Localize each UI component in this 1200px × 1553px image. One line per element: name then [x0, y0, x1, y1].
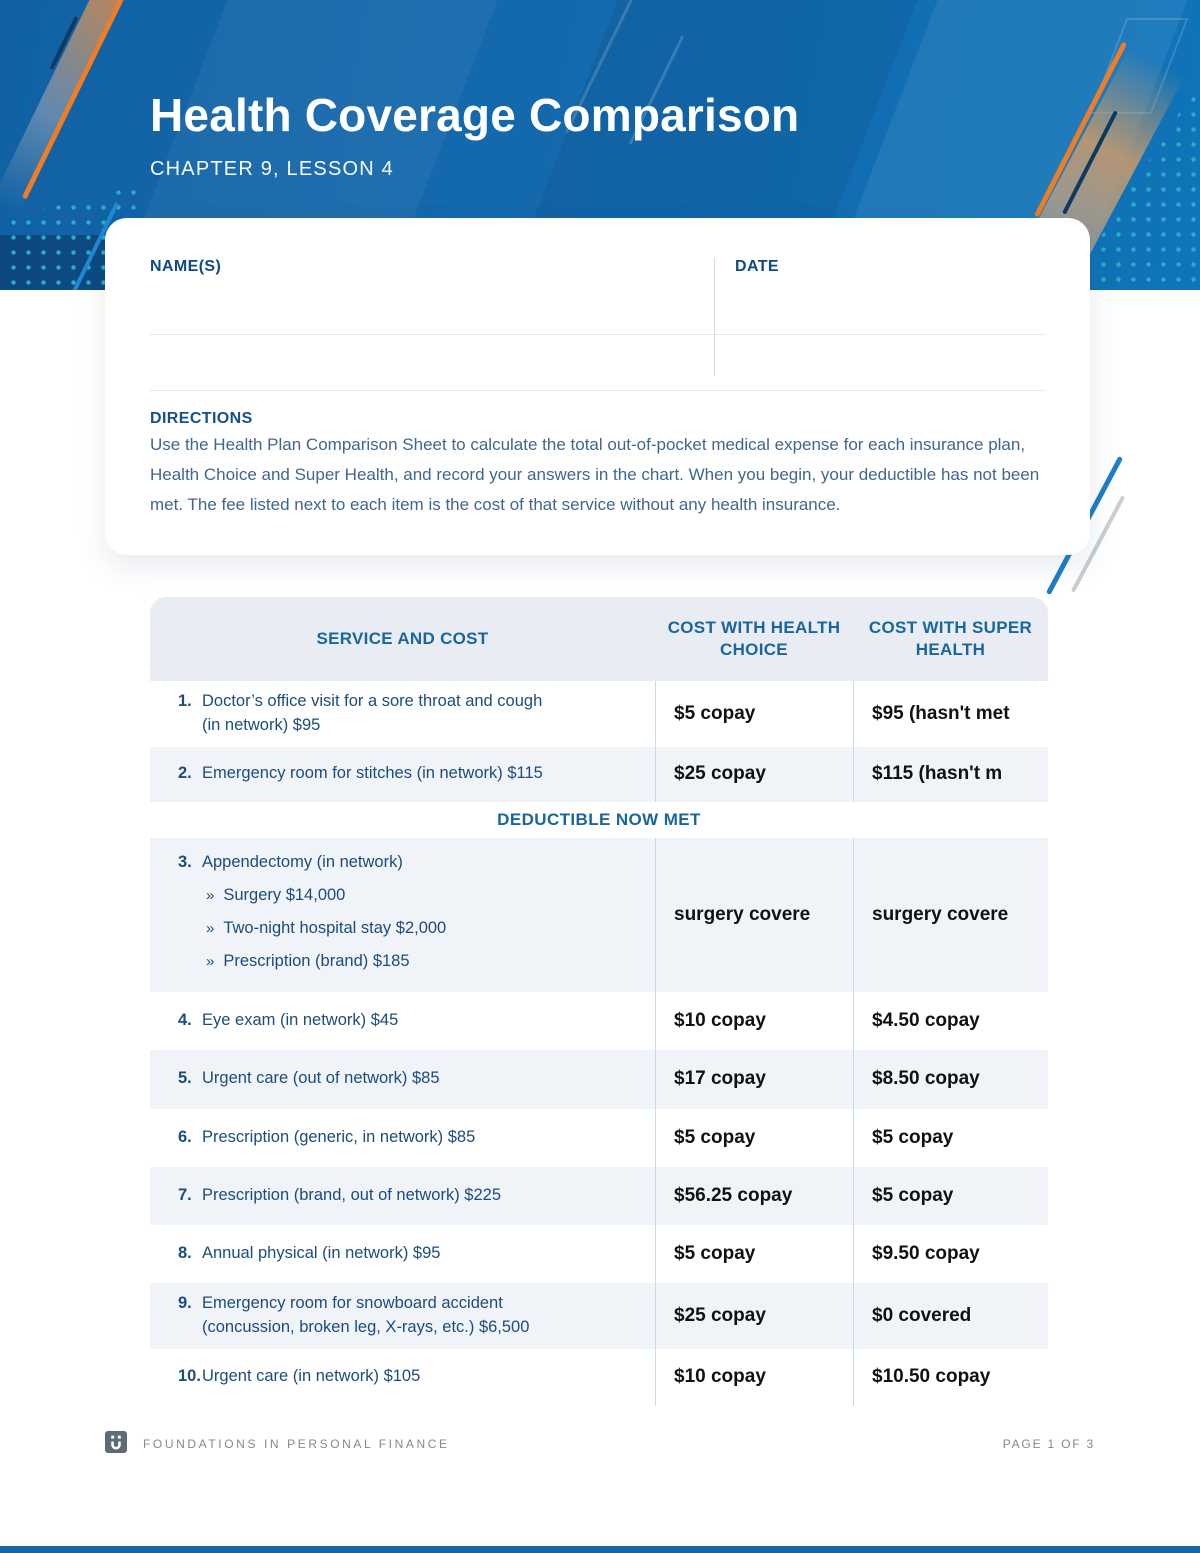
item-number: 5. [178, 1069, 192, 1088]
ramsey-education-logo-icon [105, 1431, 127, 1458]
name-date-divider [714, 258, 715, 376]
super-health-answer-field[interactable]: $5 copay [853, 1167, 1048, 1225]
service-sub-item: » Surgery $14,000 [206, 886, 346, 905]
item-number: 1. [178, 692, 192, 710]
service-sub-item: » Two-night hospital stay $2,000 [206, 919, 447, 938]
service-cell [150, 838, 655, 992]
health-choice-answer-field[interactable]: $10 copay [655, 992, 853, 1050]
service-cell [150, 1349, 655, 1406]
chevron-bullet-icon: » [206, 953, 215, 971]
next-page-edge [0, 1546, 1200, 1553]
footer-page-number: PAGE 1 OF 3 [1002, 1437, 1095, 1451]
service-description: Emergency room for snowboard accident (concussion, broken leg, X-rays, etc.) $6,500 [202, 1293, 530, 1336]
chevron-bullet-icon: » [206, 887, 215, 905]
health-choice-answer-field[interactable]: $25 copay [655, 1283, 853, 1349]
health-choice-answer-field[interactable]: $25 copay [655, 747, 853, 802]
service-description: Emergency room for stitches (in network) $115 [202, 764, 543, 783]
super-health-answer-field[interactable]: $115 (hasn't m [853, 747, 1048, 802]
health-choice-answer-field[interactable]: $10 copay [655, 1349, 853, 1406]
table-row [150, 1167, 1048, 1225]
item-number: 8. [178, 1243, 192, 1262]
table-row [150, 1050, 1048, 1109]
footer-brand-text: FOUNDATIONS IN PERSONAL FINANCE [143, 1437, 450, 1451]
directions-text: Use the Health Plan Comparison Sheet to calculate the total out-of-pocket medical expense for each insurance plan, Health Choice and Super Health, and record your answers in the chart. When you begin, your deductible has not been met. The fee listed next to each item is the cost of that service without any health insurance. [150, 435, 1040, 514]
super-health-answer-field[interactable]: $8.50 copay [853, 1050, 1048, 1109]
service-cell [150, 681, 655, 747]
service-cell [150, 1167, 655, 1225]
deductible-banner: DEDUCTIBLE NOW MET [150, 802, 1048, 838]
table-row [150, 1109, 1048, 1167]
table-row [150, 1349, 1048, 1406]
super-health-answer-field[interactable]: $10.50 copay [853, 1349, 1048, 1406]
service-sub-items [206, 879, 446, 978]
table-row [150, 838, 1048, 992]
service-cell [150, 1283, 655, 1349]
table-row [150, 681, 1048, 747]
name-date-card [105, 218, 1090, 555]
table-header-row [150, 597, 1048, 681]
directions-label: DIRECTIONS [150, 410, 253, 427]
table-row [150, 1225, 1048, 1283]
item-number: 3. [178, 853, 192, 872]
service-description: Urgent care (in network) $105 [202, 1367, 421, 1386]
page-footer [105, 1430, 1095, 1458]
table-row [150, 1283, 1048, 1349]
service-cell [150, 992, 655, 1050]
table-row [150, 992, 1048, 1050]
service-description: Eye exam (in network) $45 [202, 1010, 399, 1029]
page-subtitle: CHAPTER 9, LESSON 4 [150, 158, 394, 180]
health-choice-answer-field[interactable]: $5 copay [655, 1109, 853, 1167]
item-number: 7. [178, 1185, 192, 1204]
super-health-answer-field[interactable]: surgery covere [853, 838, 1048, 992]
date-label: DATE [735, 258, 779, 275]
service-cell [150, 747, 655, 802]
super-health-answer-field[interactable]: $0 covered [853, 1283, 1048, 1349]
name-writing-line[interactable] [150, 390, 1045, 391]
item-number: 6. [178, 1127, 192, 1146]
name-writing-line[interactable] [150, 334, 1045, 335]
service-description: Urgent care (out of network) $85 [202, 1069, 440, 1088]
table-body [150, 681, 1048, 1406]
page-title: Health Coverage Comparison [150, 89, 800, 141]
super-health-answer-field[interactable]: $4.50 copay [853, 992, 1048, 1050]
item-number: 9. [178, 1293, 192, 1312]
name-label: NAME(S) [150, 258, 222, 275]
table-row [150, 747, 1048, 802]
column-header-health-choice: COST WITH HEALTH CHOICE [667, 617, 841, 659]
health-choice-answer-field[interactable]: $5 copay [655, 681, 853, 747]
health-choice-answer-field[interactable]: $56.25 copay [655, 1167, 853, 1225]
service-description: Prescription (generic, in network) $85 [202, 1127, 476, 1146]
service-description: Appendectomy (in network) » Surgery $14,000 » Two-night hospital stay $2,000 » Prescription (brand) $185 [202, 851, 446, 978]
super-health-answer-field[interactable]: $9.50 copay [853, 1225, 1048, 1283]
service-description: Annual physical (in network) $95 [202, 1243, 441, 1262]
health-choice-answer-field[interactable]: surgery covere [655, 838, 853, 992]
service-cell [150, 1109, 655, 1167]
comparison-table [150, 597, 1048, 1406]
service-cell [150, 1050, 655, 1109]
service-cell [150, 1225, 655, 1283]
service-description: Doctor’s office visit for a sore throat and cough (in network) $95 [202, 692, 543, 734]
health-choice-answer-field[interactable]: $5 copay [655, 1225, 853, 1283]
chevron-bullet-icon: » [206, 920, 215, 938]
super-health-answer-field[interactable]: $5 copay [853, 1109, 1048, 1167]
item-number: 10. [178, 1367, 201, 1386]
column-header-service: SERVICE AND COST [316, 628, 489, 648]
service-sub-item: » Prescription (brand) $185 [206, 952, 410, 971]
column-header-super-health: COST WITH SUPER HEALTH [868, 617, 1033, 659]
item-number: 4. [178, 1010, 192, 1029]
super-health-answer-field[interactable]: $95 (hasn't met [853, 681, 1048, 747]
item-number: 2. [178, 764, 192, 783]
health-choice-answer-field[interactable]: $17 copay [655, 1050, 853, 1109]
service-description: Prescription (brand, out of network) $225 [202, 1185, 501, 1204]
